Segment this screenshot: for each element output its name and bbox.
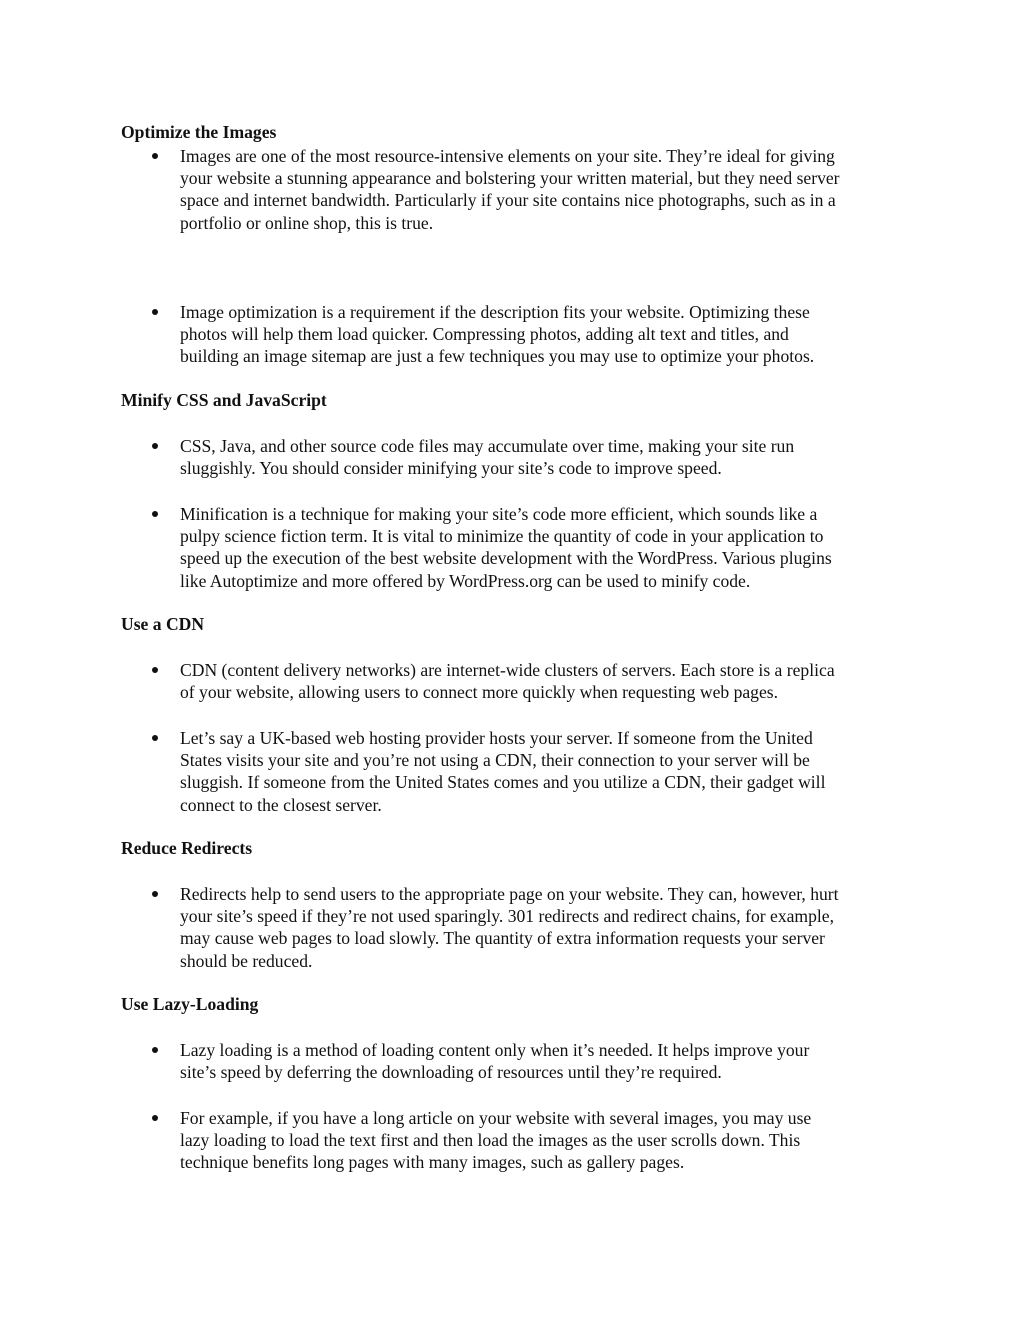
section-heading-optimize-images: Optimize the Images [121,122,277,142]
bullet-text: CDN (content delivery networks) are internet-wide clusters of servers. Each store is a replica of your website, allowing users to connect more quickly when requesting web pages. [180,660,835,703]
bullet-text: Redirects help to send users to the appropriate page on your website. They can, however, hurt your site’s speed if they’re not used sparingly. 301 redirects and redirect chains, for example, may cause web pages to load slowly. The quantity of extra information requests your server should be reduced. [180,884,839,971]
bullet-item [150,659,910,703]
section-heading-reduce-redirects: Reduce Redirects [121,838,253,858]
bullet-item [150,145,910,234]
bullet-text: Image optimization is a requirement if the description fits your website. Optimizing these photos will help them load quicker. Compressing photos, adding alt text and titles, and building an image sitemap are just a few techniques you may use to optimize your photos. [180,302,815,367]
bullet-item [150,883,910,972]
bullet-item [150,1107,910,1174]
bullet-text: Lazy loading is a method of loading content only when it’s needed. It helps improve your site’s speed by deferring the downloading of resources until they’re required. [180,1040,810,1083]
bullet-text: Images are one of the most resource-intensive elements on your site. They’re ideal for giving your website a stunning appearance and bolstering your written material, but they need server space and internet bandwidth. Particularly if your site contains nice photographs, such as in a portfolio or online shop, this is true. [180,146,840,233]
bullet-item [150,503,910,592]
bullet-item [150,1039,910,1083]
bullet-item [150,435,910,479]
bullet-text: CSS, Java, and other source code files may accumulate over time, making your site run sluggishly. You should consider minifying your site’s code to improve speed. [180,436,795,479]
bullet-item [150,727,910,816]
bullet-text: For example, if you have a long article on your website with several images, you may use lazy loading to load the text first and then load the images as the user scrolls down. This technique benefits long pages with many images, such as gallery pages. [180,1108,812,1173]
section-heading-minify-css-js: Minify CSS and JavaScript [121,390,327,410]
bullet-text: Let’s say a UK-based web hosting provider hosts your server. If someone from the United States visits your site and you’re not using a CDN, their connection to your server will be sluggish. If someone from the United States comes and you utilize a CDN, their gadget will connect to the closest server. [180,728,826,815]
section-heading-use-lazy-loading: Use Lazy-Loading [121,994,259,1014]
section-heading-use-cdn: Use a CDN [121,614,205,634]
bullet-text: Minification is a technique for making your site’s code more efficient, which sounds like a pulpy science fiction term. It is vital to minimize the quantity of code in your application to speed up the execution of the best website development with the WordPress. Various plugins like Autoptimize and more offered by WordPress.org can be used to minify code. [180,504,832,591]
bullet-item [150,301,910,368]
